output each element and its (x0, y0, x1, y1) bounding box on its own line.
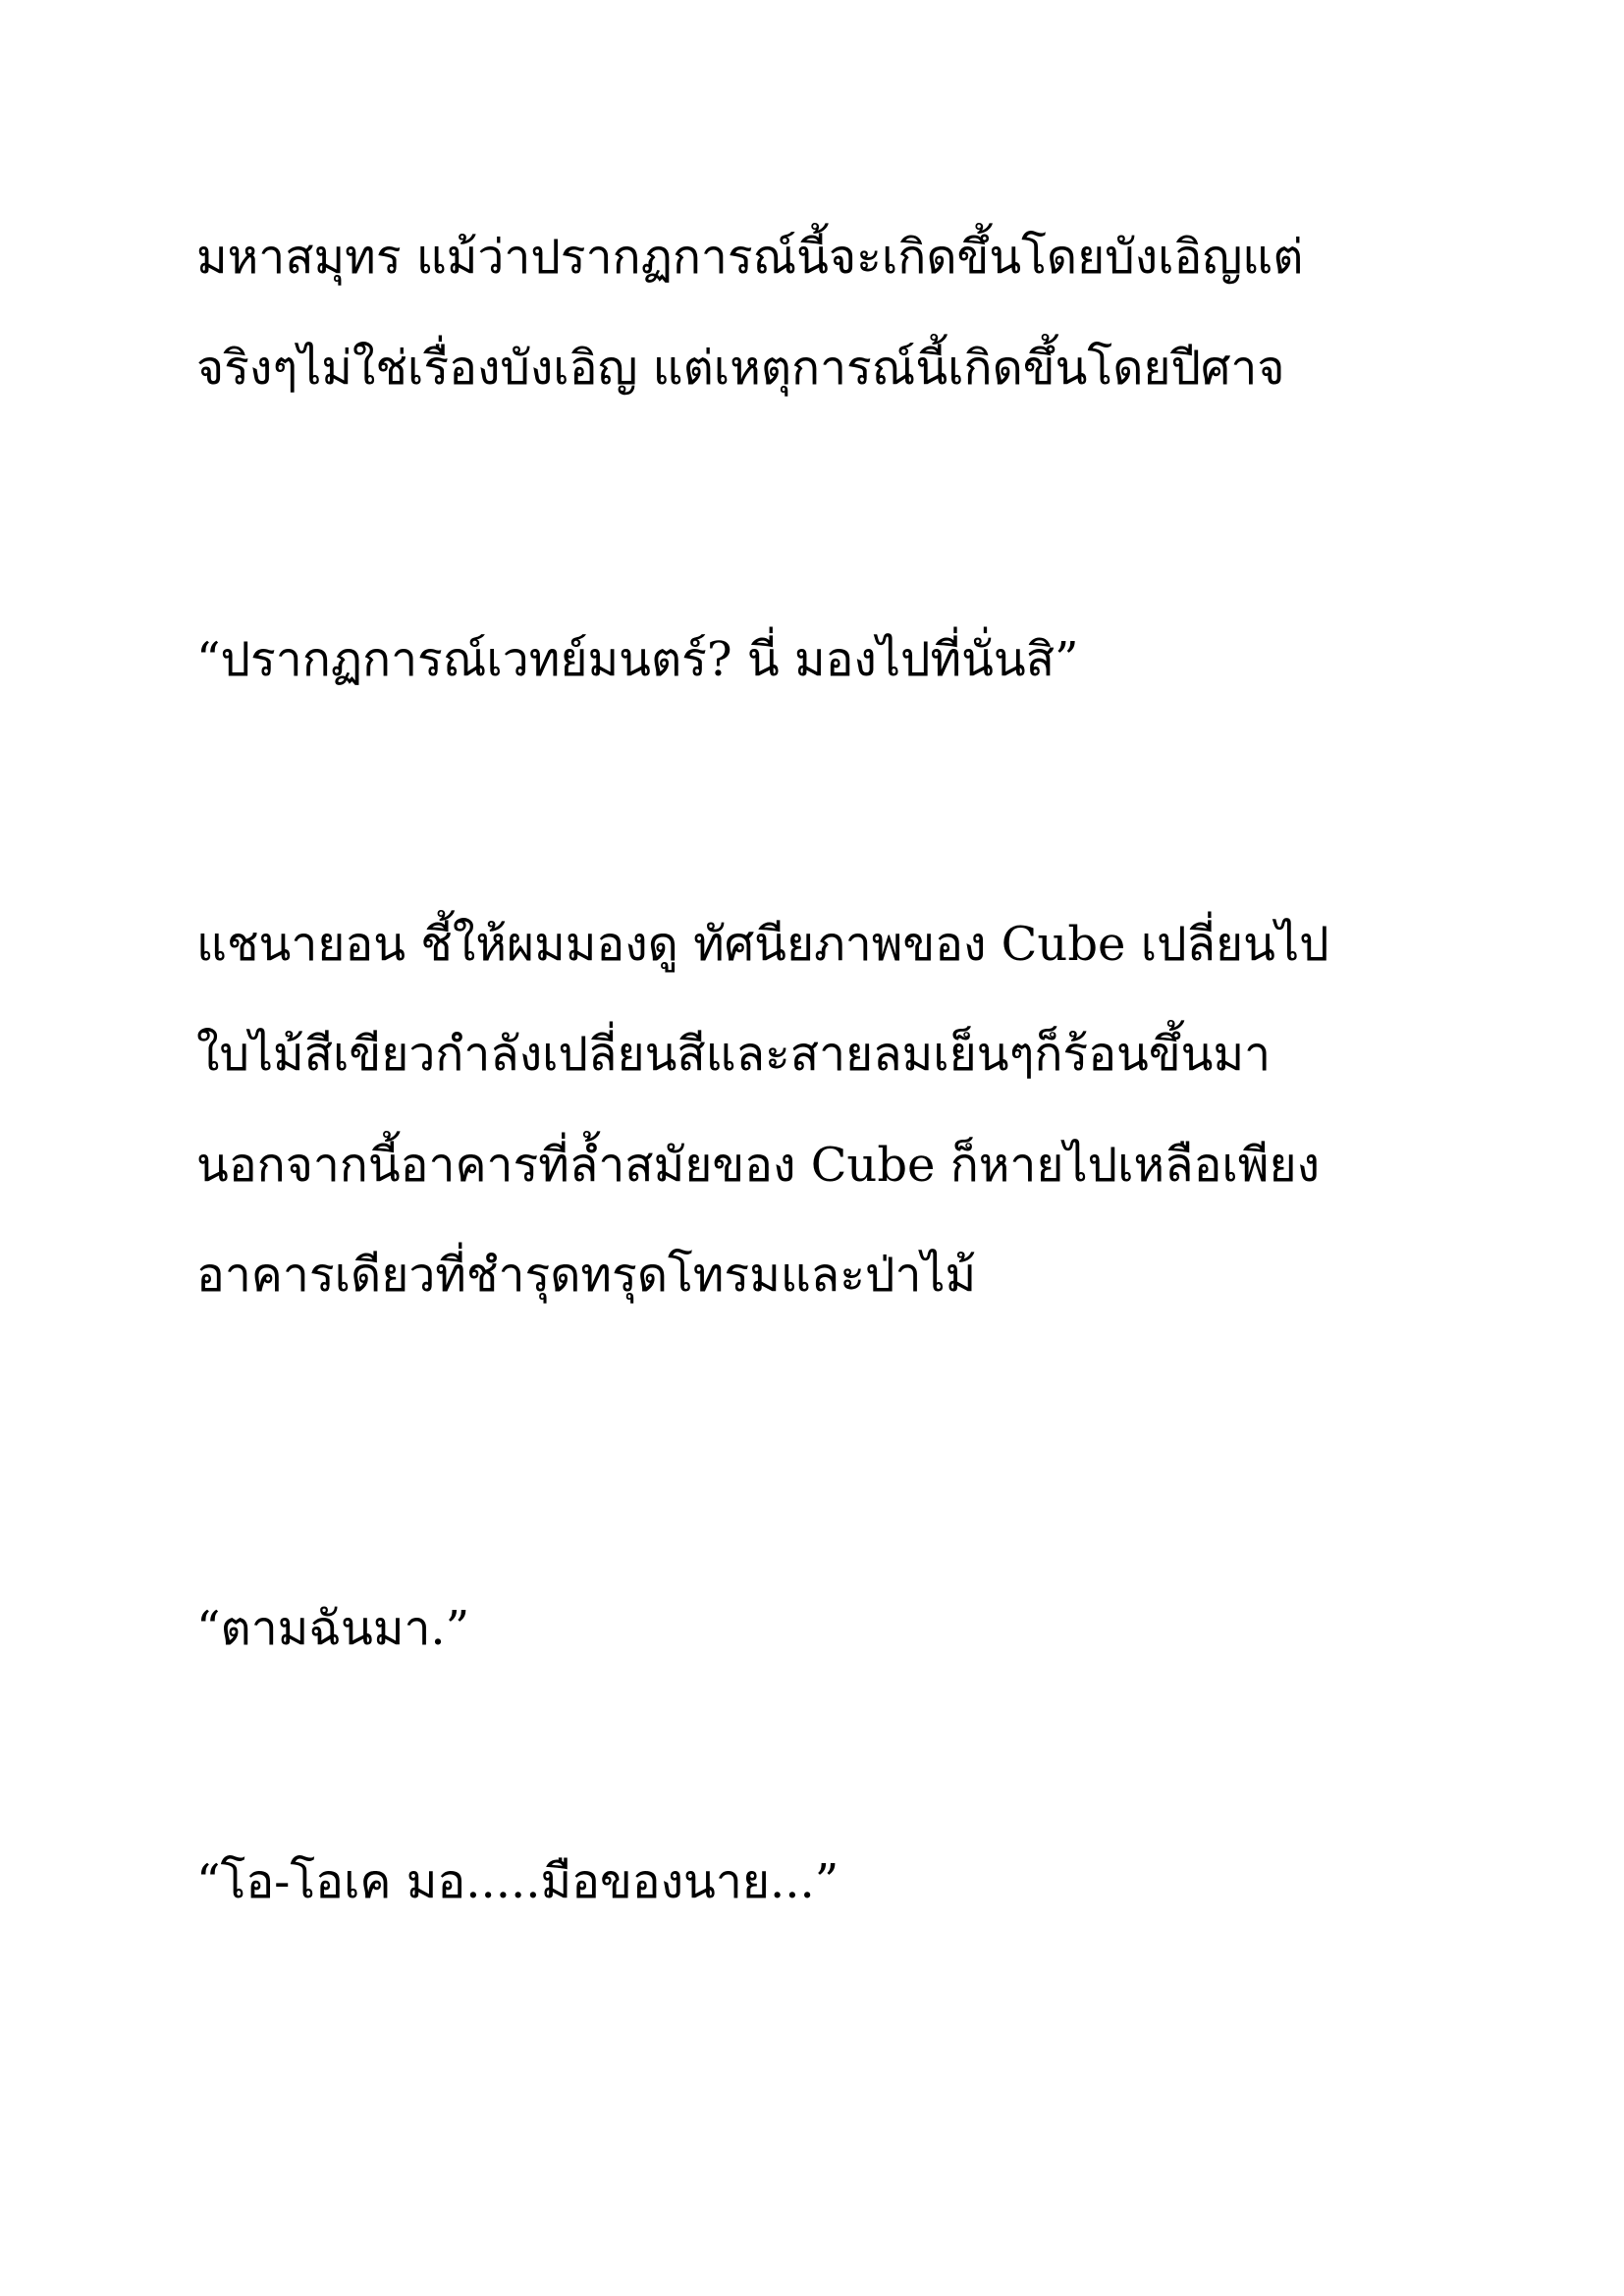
paragraph-1-line-1: มหาสมุทร แม้ว่าปรากฏการณ์นี้จะเกิดขึ้นโดยบังเอิญแต่ (196, 230, 1304, 285)
paragraph-3-line-1: แชนายอน ชี้ให้ผมมองดู ทัศนียภาพของ Cube เปลี่ยนไป (196, 917, 1329, 972)
paragraph-3-line-3: นอกจากนี้อาคารที่ล้ำสมัยของ Cube ก็หายไปเหลือเพียง (196, 1138, 1321, 1193)
paragraph-3-line-4: อาคารเดียวที่ชำรุดทรุดโทรมและป่าไม้ (196, 1248, 977, 1303)
paragraph-1-line-2: จริงๆไม่ใช่เรื่องบังเอิญ แต่เหตุการณ์นี้เกิดขึ้นโดยปีศาจ (196, 341, 1285, 396)
paragraph-5-line-1: “โอ-โอเค มอ.....มือของนาย...” (196, 1854, 839, 1909)
paragraph-4-line-1: “ตามฉันมา.” (196, 1601, 470, 1656)
paragraph-3-line-2: ใบไม้สีเขียวกำลังเปลี่ยนสีและสายลมเย็นๆก็ร้อนขึ้นมา (196, 1027, 1272, 1082)
paragraph-2-line-1: “ปรากฏการณ์เวทย์มนตร์? นี่ มองไปที่นั่นสิ” (196, 632, 1079, 687)
